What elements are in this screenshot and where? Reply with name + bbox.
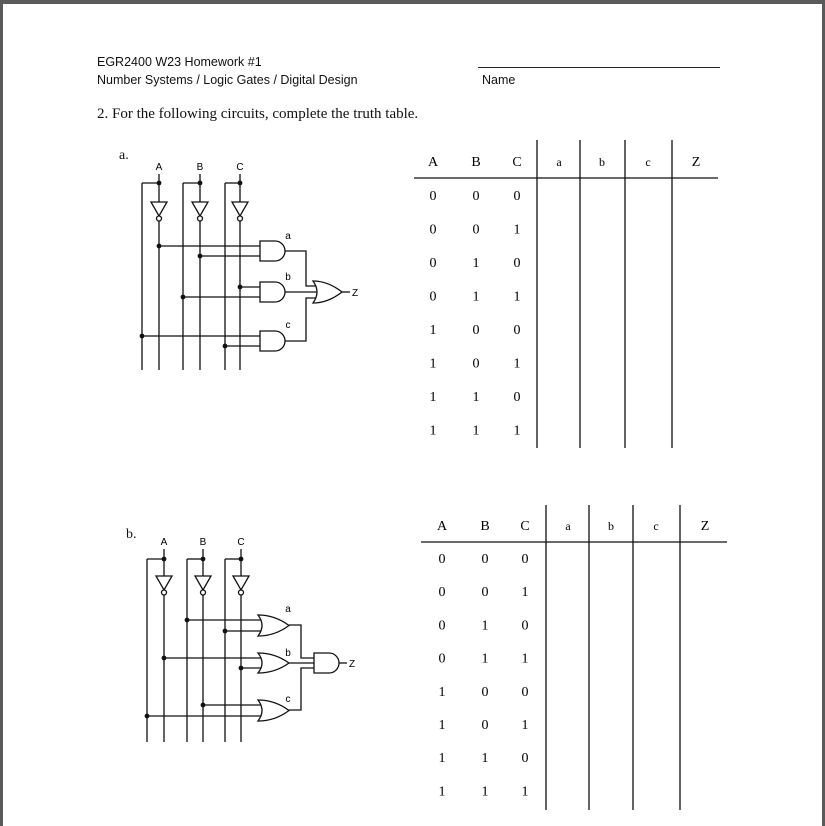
- part-b-label: b.: [126, 527, 137, 542]
- table-a-header-c: c: [645, 155, 651, 169]
- table-a-cell: 1: [429, 423, 437, 439]
- table-a-cell: 0: [472, 222, 480, 238]
- table-b-header-B: B: [480, 519, 490, 534]
- table-a-cell: 0: [513, 256, 521, 271]
- table-b-cell: 1: [521, 718, 529, 733]
- table-a-cell: 0: [513, 323, 521, 338]
- table-a-header-A: A: [427, 155, 439, 170]
- table-a-cell: 1: [513, 356, 521, 372]
- circuit-b-input-A: A: [160, 537, 168, 548]
- table-a-cell: 0: [513, 189, 521, 204]
- circuit-b-input-B: B: [199, 537, 207, 548]
- table-a-cell: 0: [429, 289, 437, 305]
- table-b-cell: 1: [438, 784, 446, 800]
- table-a-header-b: b: [599, 155, 605, 169]
- table-a-header-a: a: [556, 155, 562, 169]
- circuit-b-gate-a-label: a: [285, 604, 291, 615]
- table-b-cell: 1: [481, 618, 489, 634]
- circuit-b-gate-c-label: c: [285, 694, 291, 705]
- table-b-cell: 1: [481, 651, 489, 667]
- table-b-header-c: c: [653, 519, 659, 533]
- table-a-cell: 1: [429, 356, 437, 372]
- table-b-cell: 1: [438, 718, 446, 733]
- table-b-cell: 0: [521, 751, 529, 767]
- course-title: EGR2400 W23 Homework #1: [97, 55, 262, 69]
- part-a-label: a.: [119, 148, 129, 163]
- table-a-cell: 1: [472, 289, 480, 305]
- circuit-a-input-A: A: [155, 162, 163, 173]
- table-a-cell: 1: [472, 390, 480, 405]
- table-b-header-a: a: [565, 519, 571, 533]
- table-b-cell: 0: [438, 585, 446, 601]
- table-a-cell: 1: [513, 222, 521, 238]
- table-b-header-C: C: [520, 519, 530, 534]
- table-b-cell: 0: [521, 552, 529, 567]
- table-b-cell: 0: [481, 585, 489, 601]
- circuit-a-output-label: Z: [352, 288, 359, 299]
- table-b-cell: 0: [521, 618, 529, 634]
- table-a-cell: 1: [472, 423, 480, 439]
- table-a-cell: 0: [513, 390, 521, 405]
- table-b-cell: 1: [481, 751, 489, 767]
- table-b-cell: 1: [438, 751, 446, 767]
- question-text: 2. For the following circuits, complete the truth table.: [97, 106, 419, 122]
- homework-subtitle: Number Systems / Logic Gates / Digital Design: [97, 73, 358, 87]
- table-b-cell: 0: [438, 651, 446, 667]
- table-a-cell: 0: [472, 356, 480, 372]
- table-b-cell: 0: [481, 684, 489, 700]
- table-b-cell: 0: [481, 718, 489, 733]
- circuit-a-input-B: B: [196, 162, 204, 173]
- circuit-b-output-label: Z: [349, 659, 356, 670]
- table-b-header-A: A: [436, 519, 448, 534]
- table-a-cell: 1: [472, 256, 480, 271]
- table-b-cell: 1: [438, 684, 446, 700]
- table-a-header-B: B: [471, 155, 481, 170]
- table-b-cell: 0: [521, 684, 529, 700]
- table-b-cell: 0: [481, 552, 489, 567]
- circuit-b-input-C: C: [237, 537, 245, 548]
- truth-table-a: [414, 140, 718, 448]
- name-label: Name: [482, 73, 516, 87]
- table-a-cell: 0: [472, 323, 480, 338]
- table-b-cell: 1: [521, 784, 529, 800]
- table-a-cell: 1: [429, 323, 437, 338]
- table-a-cell: 1: [513, 423, 521, 439]
- table-a-cell: 0: [429, 222, 437, 238]
- truth-table-b: [421, 505, 727, 810]
- table-b-header-Z: Z: [700, 519, 710, 534]
- circuit-a: [140, 162, 359, 370]
- table-b-cell: 1: [521, 585, 529, 601]
- circuit-b: [145, 537, 356, 742]
- table-b-cell: 1: [521, 651, 529, 667]
- table-a-header-C: C: [512, 155, 522, 170]
- circuit-a-input-C: C: [236, 162, 244, 173]
- circuit-b-gate-b-label: b: [285, 648, 291, 659]
- table-a-header-Z: Z: [691, 155, 701, 170]
- circuit-a-gate-a-label: a: [285, 231, 291, 242]
- table-a-cell: 0: [472, 189, 480, 204]
- table-b-cell: 0: [438, 618, 446, 634]
- table-b-cell: 0: [438, 552, 446, 567]
- table-a-cell: 1: [513, 289, 521, 305]
- table-a-cell: 0: [429, 256, 437, 271]
- table-b-cell: 1: [481, 784, 489, 800]
- circuit-a-gate-c-label: c: [285, 320, 291, 331]
- circuit-a-gate-b-label: b: [285, 272, 291, 283]
- table-a-cell: 1: [429, 390, 437, 405]
- table-a-cell: 0: [429, 189, 437, 204]
- table-b-header-b: b: [608, 519, 614, 533]
